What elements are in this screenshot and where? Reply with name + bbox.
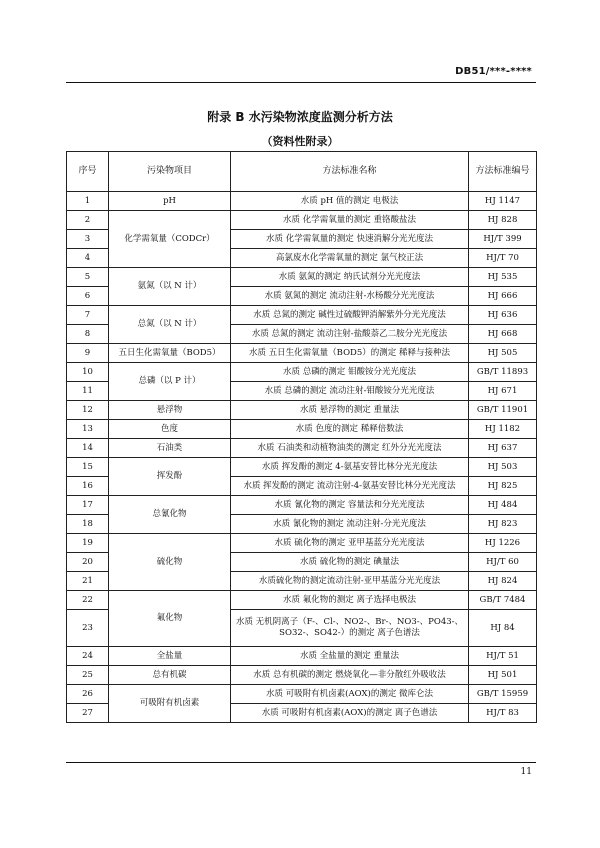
- document-code: DB51/***-****: [455, 66, 532, 77]
- method-cell: 水质 氰化物的测定 流动注射-分光光度法: [231, 515, 469, 534]
- pollutant-cell: 总氮（以 N 计）: [109, 306, 231, 344]
- footer-divider: [66, 762, 536, 763]
- row-number: 24: [67, 647, 109, 666]
- table-row: [67, 666, 537, 685]
- row-number: 4: [67, 249, 109, 268]
- pollutant-cell: pH: [109, 192, 231, 211]
- table-row: [67, 647, 537, 666]
- method-cell: 水质 pH 值的测定 电极法: [231, 192, 469, 211]
- method-cell: 水质 挥发酚的测定 流动注射-4-氨基安替比林分光光度法: [231, 477, 469, 496]
- row-number: 26: [67, 685, 109, 704]
- table-row: [67, 496, 537, 515]
- code-cell: HJ/T 399: [469, 230, 537, 249]
- method-cell: 水质 总磷的测定 流动注射-钼酸铵分光光度法: [231, 382, 469, 401]
- code-cell: HJ/T 60: [469, 553, 537, 572]
- method-cell: 水质 氰化物的测定 容量法和分光光度法: [231, 496, 469, 515]
- table-row: [67, 591, 537, 610]
- method-cell: 水质 总有机碳的测定 燃烧氧化—非分散红外吸收法: [231, 666, 469, 685]
- pollutant-cell: 化学需氧量（CODCr）: [109, 211, 231, 268]
- row-number: 22: [67, 591, 109, 610]
- header-method: 方法标准名称: [231, 152, 469, 192]
- table-row: [67, 211, 537, 230]
- pollutant-cell: 悬浮物: [109, 401, 231, 420]
- table-row: [67, 685, 537, 704]
- code-cell: GB/T 11893: [469, 363, 537, 382]
- header-pollutant: 污染物项目: [109, 152, 231, 192]
- row-number: 15: [67, 458, 109, 477]
- row-number: 2: [67, 211, 109, 230]
- code-cell: HJ 828: [469, 211, 537, 230]
- pollutant-cell: 全盐量: [109, 647, 231, 666]
- row-number: 12: [67, 401, 109, 420]
- row-number: 20: [67, 553, 109, 572]
- table-row: [67, 363, 537, 382]
- header-no: 序号: [67, 152, 109, 192]
- code-cell: GB/T 7484: [469, 591, 537, 610]
- pollutant-cell: 色度: [109, 420, 231, 439]
- method-cell: 水质 挥发酚的测定 4-氨基安替比林分光光度法: [231, 458, 469, 477]
- method-cell: 水质 氨氮的测定 纳氏试剂分光光度法: [231, 268, 469, 287]
- method-cell: 高氯废水化学需氧量的测定 氯气校正法: [231, 249, 469, 268]
- method-cell: 水质 硫化物的测定 碘量法: [231, 553, 469, 572]
- code-cell: HJ 535: [469, 268, 537, 287]
- code-cell: HJ 505: [469, 344, 537, 363]
- method-cell: 水质 总氮的测定 碱性过硫酸钾消解紫外分光光度法: [231, 306, 469, 325]
- row-number: 3: [67, 230, 109, 249]
- code-cell: HJ 1147: [469, 192, 537, 211]
- method-cell: 水质 总氮的测定 流动注射-盐酸萘乙二胺分光光度法: [231, 325, 469, 344]
- method-cell: 水质 无机阴离子（F-、Cl-、NO2-、Br-、NO3-、PO43-、SO32-、SO42-）的测定 离子色谱法: [231, 610, 469, 647]
- method-cell: 水质 化学需氧量的测定 快速消解分光光度法: [231, 230, 469, 249]
- table-row: [67, 306, 537, 325]
- row-number: 16: [67, 477, 109, 496]
- method-cell: 水质 总磷的测定 钼酸铵分光光度法: [231, 363, 469, 382]
- method-cell: 水质 可吸附有机卤素(AOX)的测定 微库仑法: [231, 685, 469, 704]
- table-row: [67, 344, 537, 363]
- code-cell: HJ 671: [469, 382, 537, 401]
- pollutant-cell: 挥发酚: [109, 458, 231, 496]
- method-cell: 水质 氟化物的测定 离子选择电极法: [231, 591, 469, 610]
- row-number: 10: [67, 363, 109, 382]
- code-cell: HJ 636: [469, 306, 537, 325]
- pollutant-cell: 石油类: [109, 439, 231, 458]
- row-number: 6: [67, 287, 109, 306]
- row-number: 19: [67, 534, 109, 553]
- page-number: 11: [520, 767, 532, 777]
- pollutant-cell: 可吸附有机卤素: [109, 685, 231, 723]
- table-row: [67, 458, 537, 477]
- row-number: 9: [67, 344, 109, 363]
- method-cell: 水质 化学需氧量的测定 重铬酸盐法: [231, 211, 469, 230]
- pollutant-cell: 氟化物: [109, 591, 231, 647]
- code-cell: HJ 1182: [469, 420, 537, 439]
- row-number: 7: [67, 306, 109, 325]
- methods-table: [66, 151, 537, 723]
- table-row: [67, 439, 537, 458]
- pollutant-cell: 总有机碳: [109, 666, 231, 685]
- code-cell: HJ/T 70: [469, 249, 537, 268]
- row-number: 8: [67, 325, 109, 344]
- table-body: [67, 192, 537, 723]
- header-code: 方法标准编号: [469, 152, 537, 192]
- code-cell: GB/T 15959: [469, 685, 537, 704]
- method-cell: 水质 石油类和动植物油类的测定 红外分光光度法: [231, 439, 469, 458]
- method-cell: 水质 全盐量的测定 重量法: [231, 647, 469, 666]
- method-cell: 水质 悬浮物的测定 重量法: [231, 401, 469, 420]
- code-cell: HJ 637: [469, 439, 537, 458]
- code-cell: HJ 501: [469, 666, 537, 685]
- code-cell: HJ/T 51: [469, 647, 537, 666]
- method-cell: 水质 氨氮的测定 流动注射-水杨酸分光光度法: [231, 287, 469, 306]
- pollutant-cell: 总磷（以 P 计）: [109, 363, 231, 401]
- code-cell: HJ 503: [469, 458, 537, 477]
- table-row: [67, 534, 537, 553]
- table-row: [67, 268, 537, 287]
- row-number: 25: [67, 666, 109, 685]
- pollutant-cell: 五日生化需氧量（BOD5）: [109, 344, 231, 363]
- code-cell: HJ 484: [469, 496, 537, 515]
- row-number: 11: [67, 382, 109, 401]
- method-cell: 水质 色度的测定 稀释倍数法: [231, 420, 469, 439]
- table-row: [67, 192, 537, 211]
- method-cell: 水质硫化物的测定流动注射-亚甲基蓝分光光度法: [231, 572, 469, 591]
- row-number: 13: [67, 420, 109, 439]
- code-cell: HJ 1226: [469, 534, 537, 553]
- code-cell: HJ 823: [469, 515, 537, 534]
- table-row: [67, 420, 537, 439]
- pollutant-cell: 氨氮（以 N 计）: [109, 268, 231, 306]
- row-number: 1: [67, 192, 109, 211]
- row-number: 14: [67, 439, 109, 458]
- code-cell: HJ 84: [469, 610, 537, 647]
- row-number: 5: [67, 268, 109, 287]
- pollutant-cell: 总氰化物: [109, 496, 231, 534]
- row-number: 21: [67, 572, 109, 591]
- table-row: [67, 401, 537, 420]
- method-cell: 水质 硫化物的测定 亚甲基蓝分光光度法: [231, 534, 469, 553]
- appendix-subtitle: （资料性附录）: [261, 135, 339, 148]
- code-cell: HJ 824: [469, 572, 537, 591]
- code-cell: HJ/T 83: [469, 704, 537, 723]
- row-number: 27: [67, 704, 109, 723]
- table-header-row: [67, 152, 537, 192]
- appendix-title: 附录 B 水污染物浓度监测分析方法: [207, 110, 393, 124]
- header-divider: [66, 82, 536, 83]
- row-number: 17: [67, 496, 109, 515]
- pollutant-cell: 硫化物: [109, 534, 231, 591]
- code-cell: GB/T 11901: [469, 401, 537, 420]
- row-number: 23: [67, 610, 109, 647]
- code-cell: HJ 668: [469, 325, 537, 344]
- method-cell: 水质 可吸附有机卤素(AOX)的测定 离子色谱法: [231, 704, 469, 723]
- code-cell: HJ 666: [469, 287, 537, 306]
- code-cell: HJ 825: [469, 477, 537, 496]
- method-cell: 水质 五日生化需氧量（BOD5）的测定 稀释与接种法: [231, 344, 469, 363]
- row-number: 18: [67, 515, 109, 534]
